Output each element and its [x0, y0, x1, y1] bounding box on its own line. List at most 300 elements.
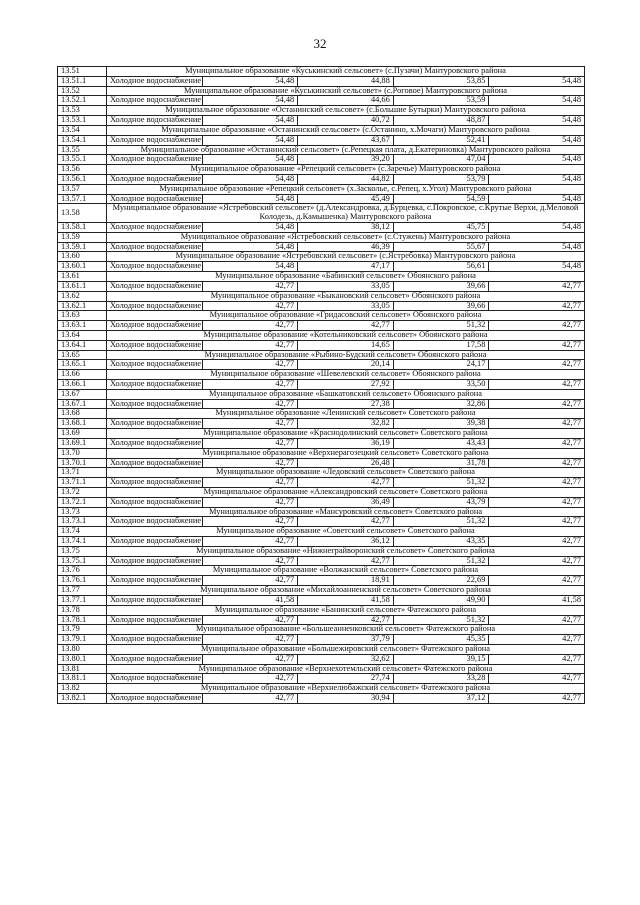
tariff-row	[58, 262, 585, 272]
tariff-row	[58, 615, 585, 625]
municipality-title: Муниципальное образование «Останинский сельсовет» (с.Репецкая плата, д.Екатериновка) Мантуровского района	[107, 145, 585, 155]
tariff-value-v3: 51,32	[393, 615, 489, 625]
row-code: 13.77	[58, 586, 107, 596]
row-code: 13.60.1	[58, 262, 107, 272]
row-code: 13.78.1	[58, 615, 107, 625]
service-name: Холодное водоснабжение	[107, 223, 203, 233]
service-name: Холодное водоснабжение	[107, 380, 203, 390]
service-name: Холодное водоснабжение	[107, 340, 203, 350]
tariff-value-v4: 42,77	[489, 517, 585, 527]
municipality-row	[58, 330, 585, 340]
municipality-title: Муниципальное образование «Большежировский сельсовет» Фатежского района	[107, 644, 585, 654]
tariff-row	[58, 281, 585, 291]
tariff-row	[58, 399, 585, 409]
tariff-value-v4: 42,77	[489, 301, 585, 311]
tariff-value-v4: 42,77	[489, 380, 585, 390]
row-code: 13.62	[58, 291, 107, 301]
tariff-value-v4: 54,48	[489, 76, 585, 86]
municipality-row	[58, 586, 585, 596]
municipality-title: Муниципальное образование «Шевелевский сельсовет» Обоянского района	[107, 370, 585, 380]
municipality-title: Муниципальное образование «Быкановский сельсовет» Обоянского района	[107, 291, 585, 301]
tariff-value-v1: 42,77	[202, 321, 298, 331]
tariff-row	[58, 360, 585, 370]
municipality-row	[58, 389, 585, 399]
row-code: 13.74.1	[58, 537, 107, 547]
row-code: 13.53.1	[58, 116, 107, 126]
service-name: Холодное водоснабжение	[107, 674, 203, 684]
tariff-value-v1: 54,48	[202, 223, 298, 233]
tariff-value-v2: 42,77	[298, 517, 394, 527]
service-name: Холодное водоснабжение	[107, 262, 203, 272]
tariff-value-v1: 42,77	[202, 635, 298, 645]
tariff-value-v4: 54,48	[489, 155, 585, 165]
municipality-row	[58, 429, 585, 439]
row-code: 13.73.1	[58, 517, 107, 527]
tariff-value-v1: 41,58	[202, 595, 298, 605]
tariff-value-v4: 54,48	[489, 174, 585, 184]
tariff-row	[58, 576, 585, 586]
tariff-value-v1: 42,77	[202, 497, 298, 507]
row-code: 13.68	[58, 409, 107, 419]
tariff-value-v4: 42,77	[489, 360, 585, 370]
tariff-value-v2: 36,49	[298, 497, 394, 507]
tariff-value-v3: 43,35	[393, 537, 489, 547]
municipality-row	[58, 507, 585, 517]
municipality-row	[58, 684, 585, 694]
row-code: 13.79.1	[58, 635, 107, 645]
service-name: Холодное водоснабжение	[107, 76, 203, 86]
tariff-value-v3: 53,85	[393, 76, 489, 86]
row-code: 13.65.1	[58, 360, 107, 370]
tariff-value-v4: 42,77	[489, 635, 585, 645]
tariff-value-v2: 42,77	[298, 615, 394, 625]
row-code: 13.72.1	[58, 497, 107, 507]
municipality-row	[58, 67, 585, 77]
tariff-value-v3: 43,79	[393, 497, 489, 507]
tariff-value-v2: 39,20	[298, 155, 394, 165]
tariff-value-v4: 54,48	[489, 194, 585, 204]
tariff-value-v1: 54,48	[202, 96, 298, 106]
municipality-title: Муниципальное образование «Котельниковский сельсовет» Обоянского района	[107, 330, 585, 340]
tariff-value-v2: 42,77	[298, 478, 394, 488]
municipality-row	[58, 605, 585, 615]
tariff-value-v2: 33,05	[298, 281, 394, 291]
municipality-row	[58, 487, 585, 497]
tariff-value-v2: 27,92	[298, 380, 394, 390]
tariff-value-v3: 17,58	[393, 340, 489, 350]
tariff-value-v3: 53,79	[393, 174, 489, 184]
tariff-value-v2: 40,72	[298, 116, 394, 126]
tariff-value-v3: 51,32	[393, 321, 489, 331]
row-code: 13.70	[58, 448, 107, 458]
tariff-value-v2: 27,74	[298, 674, 394, 684]
municipality-title: Муниципальное образование «Ленинский сельсовет» Советского района	[107, 409, 585, 419]
municipality-row	[58, 272, 585, 282]
service-name: Холодное водоснабжение	[107, 116, 203, 126]
service-name: Холодное водоснабжение	[107, 556, 203, 566]
tariff-value-v1: 42,77	[202, 478, 298, 488]
municipality-title: Муниципальное образование «Ястребовский сельсовет» (д.Александровка, д.Бурцевка, с.Покровское, с.Крутые Верхи, д.Меловой Колодезь, д.Камышенка) Мантуровского района	[107, 204, 585, 223]
municipality-row	[58, 252, 585, 262]
tariff-value-v3: 51,32	[393, 478, 489, 488]
page-number: 32	[313, 36, 327, 51]
service-name: Холодное водоснабжение	[107, 281, 203, 291]
tariff-value-v2: 44,82	[298, 174, 394, 184]
row-code: 13.80.1	[58, 654, 107, 664]
municipality-title: Муниципальное образование «Ястребовский сельсовет» (с.Ястребовка) Мантуровского района	[107, 252, 585, 262]
service-name: Холодное водоснабжение	[107, 174, 203, 184]
tariff-row	[58, 321, 585, 331]
municipality-row	[58, 468, 585, 478]
tariff-value-v3: 45,35	[393, 635, 489, 645]
tariff-value-v4: 42,77	[489, 321, 585, 331]
municipality-row	[58, 644, 585, 654]
tariff-row	[58, 694, 585, 704]
tariff-value-v2: 33,05	[298, 301, 394, 311]
service-name: Холодное водоснабжение	[107, 194, 203, 204]
tariff-value-v2: 36,12	[298, 537, 394, 547]
tariff-row	[58, 595, 585, 605]
tariff-value-v1: 42,77	[202, 654, 298, 664]
row-code: 13.64.1	[58, 340, 107, 350]
tariff-row	[58, 419, 585, 429]
row-code: 13.63	[58, 311, 107, 321]
service-name: Холодное водоснабжение	[107, 576, 203, 586]
tariff-row	[58, 458, 585, 468]
tariff-value-v3: 43,43	[393, 438, 489, 448]
service-name: Холодное водоснабжение	[107, 478, 203, 488]
tariff-value-v4: 42,77	[489, 458, 585, 468]
row-code: 13.74	[58, 527, 107, 537]
tariff-value-v2: 43,67	[298, 135, 394, 145]
tariff-row	[58, 380, 585, 390]
tariff-value-v3: 45,75	[393, 223, 489, 233]
tariff-row	[58, 155, 585, 165]
municipality-title: Муниципальное образование «Мансуровский сельсовет» Советского района	[107, 507, 585, 517]
row-code: 13.56	[58, 165, 107, 175]
tariff-value-v4: 42,77	[489, 340, 585, 350]
row-code: 13.56.1	[58, 174, 107, 184]
row-code: 13.61.1	[58, 281, 107, 291]
service-name: Холодное водоснабжение	[107, 654, 203, 664]
service-name: Холодное водоснабжение	[107, 517, 203, 527]
tariff-value-v2: 47,17	[298, 262, 394, 272]
row-code: 13.59	[58, 232, 107, 242]
row-code: 13.53	[58, 106, 107, 116]
tariff-value-v2: 36,19	[298, 438, 394, 448]
tariff-value-v4: 54,48	[489, 96, 585, 106]
tariff-row	[58, 340, 585, 350]
tariff-value-v4: 42,77	[489, 399, 585, 409]
tariff-value-v3: 52,41	[393, 135, 489, 145]
tariff-value-v3: 33,28	[393, 674, 489, 684]
tariff-value-v2: 46,39	[298, 242, 394, 252]
row-code: 13.51	[58, 67, 107, 77]
tariff-row	[58, 223, 585, 233]
municipality-title: Муниципальное образование «Ледовский сельсовет» Советского района	[107, 468, 585, 478]
service-name: Холодное водоснабжение	[107, 458, 203, 468]
service-name: Холодное водоснабжение	[107, 438, 203, 448]
tariff-row	[58, 517, 585, 527]
municipality-row	[58, 664, 585, 674]
tariff-value-v1: 54,48	[202, 155, 298, 165]
row-code: 13.51.1	[58, 76, 107, 86]
row-code: 13.78	[58, 605, 107, 615]
tariff-value-v3: 51,32	[393, 517, 489, 527]
tariff-value-v2: 44,88	[298, 76, 394, 86]
tariff-value-v1: 42,77	[202, 301, 298, 311]
service-name: Холодное водоснабжение	[107, 242, 203, 252]
tariff-table-body	[58, 67, 585, 704]
tariff-value-v1: 42,77	[202, 399, 298, 409]
municipality-row	[58, 350, 585, 360]
tariff-value-v3: 53,59	[393, 96, 489, 106]
tariff-value-v3: 22,69	[393, 576, 489, 586]
tariff-value-v2: 30,94	[298, 694, 394, 704]
tariff-row	[58, 537, 585, 547]
tariff-value-v1: 42,77	[202, 458, 298, 468]
municipality-title: Муниципальное образование «Рыбино-Будский сельсовет» Обоянского района	[107, 350, 585, 360]
municipality-row	[58, 145, 585, 155]
tariff-value-v3: 39,15	[393, 654, 489, 664]
service-name: Холодное водоснабжение	[107, 96, 203, 106]
municipality-title: Муниципальное образование «Гридасовский сельсовет» Обоянского района	[107, 311, 585, 321]
row-code: 13.68.1	[58, 419, 107, 429]
row-code: 13.69.1	[58, 438, 107, 448]
tariff-value-v2: 32,62	[298, 654, 394, 664]
row-code: 13.55	[58, 145, 107, 155]
tariff-value-v4: 42,77	[489, 615, 585, 625]
municipality-row	[58, 370, 585, 380]
row-code: 13.81.1	[58, 674, 107, 684]
service-name: Холодное водоснабжение	[107, 615, 203, 625]
municipality-row	[58, 448, 585, 458]
tariff-value-v4: 42,77	[489, 576, 585, 586]
service-name: Холодное водоснабжение	[107, 399, 203, 409]
row-code: 13.54	[58, 125, 107, 135]
tariff-value-v3: 39,38	[393, 419, 489, 429]
tariff-value-v2: 42,77	[298, 556, 394, 566]
tariff-value-v1: 42,77	[202, 517, 298, 527]
tariff-value-v1: 54,48	[202, 194, 298, 204]
service-name: Холодное водоснабжение	[107, 301, 203, 311]
service-name: Холодное водоснабжение	[107, 419, 203, 429]
row-code: 13.71	[58, 468, 107, 478]
row-code: 13.52.1	[58, 96, 107, 106]
row-code: 13.82	[58, 684, 107, 694]
municipality-row	[58, 291, 585, 301]
row-code: 13.66	[58, 370, 107, 380]
service-name: Холодное водоснабжение	[107, 360, 203, 370]
municipality-row	[58, 527, 585, 537]
tariff-value-v4: 41,58	[489, 595, 585, 605]
tariff-value-v1: 54,48	[202, 116, 298, 126]
tariff-row	[58, 674, 585, 684]
row-code: 13.58.1	[58, 223, 107, 233]
row-code: 13.60	[58, 252, 107, 262]
tariff-value-v1: 42,77	[202, 281, 298, 291]
municipality-row	[58, 165, 585, 175]
municipality-row	[58, 546, 585, 556]
municipality-row	[58, 204, 585, 223]
municipality-title: Муниципальное образование «Ястребовский сельсовет» (с.Стужень) Мантуровского района	[107, 232, 585, 242]
row-code: 13.72	[58, 487, 107, 497]
row-code: 13.64	[58, 330, 107, 340]
municipality-title: Муниципальное образование «Верхнерагозецкий сельсовет» Советского района	[107, 448, 585, 458]
tariff-row	[58, 301, 585, 311]
tariff-value-v2: 26,48	[298, 458, 394, 468]
row-code: 13.67.1	[58, 399, 107, 409]
tariff-value-v1: 42,77	[202, 340, 298, 350]
tariff-value-v1: 42,77	[202, 576, 298, 586]
tariff-value-v3: 47,04	[393, 155, 489, 165]
tariff-value-v4: 54,48	[489, 262, 585, 272]
municipality-row	[58, 566, 585, 576]
row-code: 13.76	[58, 566, 107, 576]
tariff-value-v1: 42,77	[202, 615, 298, 625]
municipality-title: Муниципальное образование «Бабинский сельсовет» Обоянского района	[107, 272, 585, 282]
tariff-row	[58, 194, 585, 204]
municipality-title: Муниципальное образование «Куськинский сельсовет» (с.Пузачи) Мантуровского района	[107, 67, 585, 77]
municipality-title: Муниципальное образование «Репецкий сельсовет» (с.Заречье) Мантуровского района	[107, 165, 585, 175]
tariff-value-v2: 27,38	[298, 399, 394, 409]
tariff-value-v4: 54,48	[489, 242, 585, 252]
row-code: 13.76.1	[58, 576, 107, 586]
row-code: 13.70.1	[58, 458, 107, 468]
tariff-value-v4: 54,48	[489, 116, 585, 126]
tariff-row	[58, 635, 585, 645]
tariff-value-v1: 42,77	[202, 694, 298, 704]
municipality-title: Муниципальное образование «Банинский сельсовет» Фатежского района	[107, 605, 585, 615]
row-code: 13.75	[58, 546, 107, 556]
tariff-value-v2: 45,49	[298, 194, 394, 204]
tariff-value-v2: 20,14	[298, 360, 394, 370]
municipality-title: Муниципальное образование «Волжанский сельсовет» Советского района	[107, 566, 585, 576]
row-code: 13.69	[58, 429, 107, 439]
municipality-title: Муниципальное образование «Останинский сельсовет» (с.Останино, х.Мочаги) Мантуровского района	[107, 125, 585, 135]
tariff-value-v2: 38,12	[298, 223, 394, 233]
row-code: 13.80	[58, 644, 107, 654]
tariff-value-v2: 41,58	[298, 595, 394, 605]
tariff-value-v1: 42,77	[202, 537, 298, 547]
service-name: Холодное водоснабжение	[107, 694, 203, 704]
tariff-row	[58, 174, 585, 184]
service-name: Холодное водоснабжение	[107, 537, 203, 547]
municipality-title: Муниципальное образование «Верхнелюбажский сельсовет» Фатежского района	[107, 684, 585, 694]
tariff-value-v3: 39,66	[393, 301, 489, 311]
tariff-value-v3: 31,78	[393, 458, 489, 468]
tariff-value-v4: 42,77	[489, 438, 585, 448]
tariff-value-v1: 42,77	[202, 438, 298, 448]
municipality-title: Муниципальное образование «Большеанненковский сельсовет» Фатежского района	[107, 625, 585, 635]
municipality-title: Муниципальное образование «Верхнехотемльский сельсовет» Фатежского района	[107, 664, 585, 674]
municipality-row	[58, 184, 585, 194]
row-code: 13.58	[58, 204, 107, 223]
row-code: 13.75.1	[58, 556, 107, 566]
row-code: 13.79	[58, 625, 107, 635]
service-name: Холодное водоснабжение	[107, 595, 203, 605]
row-code: 13.81	[58, 664, 107, 674]
tariff-row	[58, 242, 585, 252]
row-code: 13.66.1	[58, 380, 107, 390]
tariff-value-v2: 44,66	[298, 96, 394, 106]
tariff-value-v4: 42,77	[489, 478, 585, 488]
municipality-title: Муниципальное образование «Краснодолинский сельсовет» Советского района	[107, 429, 585, 439]
row-code: 13.59.1	[58, 242, 107, 252]
municipality-title: Муниципальное образование «Куськинский сельсовет» (с.Роговое) Мантуровского района	[107, 86, 585, 96]
tariff-row	[58, 497, 585, 507]
tariff-row	[58, 438, 585, 448]
row-code: 13.52	[58, 86, 107, 96]
municipality-title: Муниципальное образование «Михайлоанненский сельсовет» Советского района	[107, 586, 585, 596]
tariff-value-v4: 42,77	[489, 497, 585, 507]
row-code: 13.57.1	[58, 194, 107, 204]
row-code: 13.73	[58, 507, 107, 517]
tariff-value-v1: 54,48	[202, 262, 298, 272]
service-name: Холодное водоснабжение	[107, 635, 203, 645]
row-code: 13.65	[58, 350, 107, 360]
tariff-value-v4: 42,77	[489, 556, 585, 566]
tariff-value-v1: 54,48	[202, 242, 298, 252]
row-code: 13.61	[58, 272, 107, 282]
tariff-value-v4: 54,48	[489, 223, 585, 233]
service-name: Холодное водоснабжение	[107, 155, 203, 165]
tariff-row	[58, 96, 585, 106]
service-name: Холодное водоснабжение	[107, 497, 203, 507]
municipality-row	[58, 409, 585, 419]
tariff-value-v1: 42,77	[202, 380, 298, 390]
row-code: 13.55.1	[58, 155, 107, 165]
tariff-row	[58, 654, 585, 664]
row-code: 13.77.1	[58, 595, 107, 605]
tariff-value-v4: 42,77	[489, 654, 585, 664]
tariff-value-v4: 42,77	[489, 537, 585, 547]
tariff-value-v3: 32,86	[393, 399, 489, 409]
service-name: Холодное водоснабжение	[107, 135, 203, 145]
tariff-value-v1: 42,77	[202, 674, 298, 684]
municipality-title: Муниципальное образование «Александровский сельсовет» Советского района	[107, 487, 585, 497]
tariff-value-v4: 42,77	[489, 674, 585, 684]
municipality-title: Муниципальное образование «Башкатовский сельсовет» Обоянского района	[107, 389, 585, 399]
tariff-value-v1: 42,77	[202, 556, 298, 566]
municipality-row	[58, 232, 585, 242]
tariff-value-v2: 42,77	[298, 321, 394, 331]
municipality-title: Муниципальное образование «Советский сельсовет» Советского района	[107, 527, 585, 537]
row-code: 13.54.1	[58, 135, 107, 145]
tariff-value-v3: 51,32	[393, 556, 489, 566]
municipality-title: Муниципальное образование «Репецкий сельсовет» (х.Засколье, с.Репец, х.Угол) Мантуровского района	[107, 184, 585, 194]
tariff-value-v3: 37,12	[393, 694, 489, 704]
tariff-value-v2: 32,82	[298, 419, 394, 429]
tariff-row	[58, 135, 585, 145]
tariff-value-v4: 54,48	[489, 135, 585, 145]
tariff-value-v4: 42,77	[489, 419, 585, 429]
tariff-value-v3: 56,61	[393, 262, 489, 272]
tariff-value-v4: 42,77	[489, 281, 585, 291]
tariff-value-v1: 54,48	[202, 76, 298, 86]
tariff-value-v1: 54,48	[202, 174, 298, 184]
tariff-value-v3: 48,87	[393, 116, 489, 126]
tariff-table	[57, 66, 585, 704]
tariff-value-v2: 18,91	[298, 576, 394, 586]
tariff-value-v4: 42,77	[489, 694, 585, 704]
row-code: 13.82.1	[58, 694, 107, 704]
tariff-row	[58, 116, 585, 126]
tariff-value-v3: 54,59	[393, 194, 489, 204]
tariff-value-v3: 49,90	[393, 595, 489, 605]
tariff-value-v2: 14,65	[298, 340, 394, 350]
tariff-value-v1: 54,48	[202, 135, 298, 145]
